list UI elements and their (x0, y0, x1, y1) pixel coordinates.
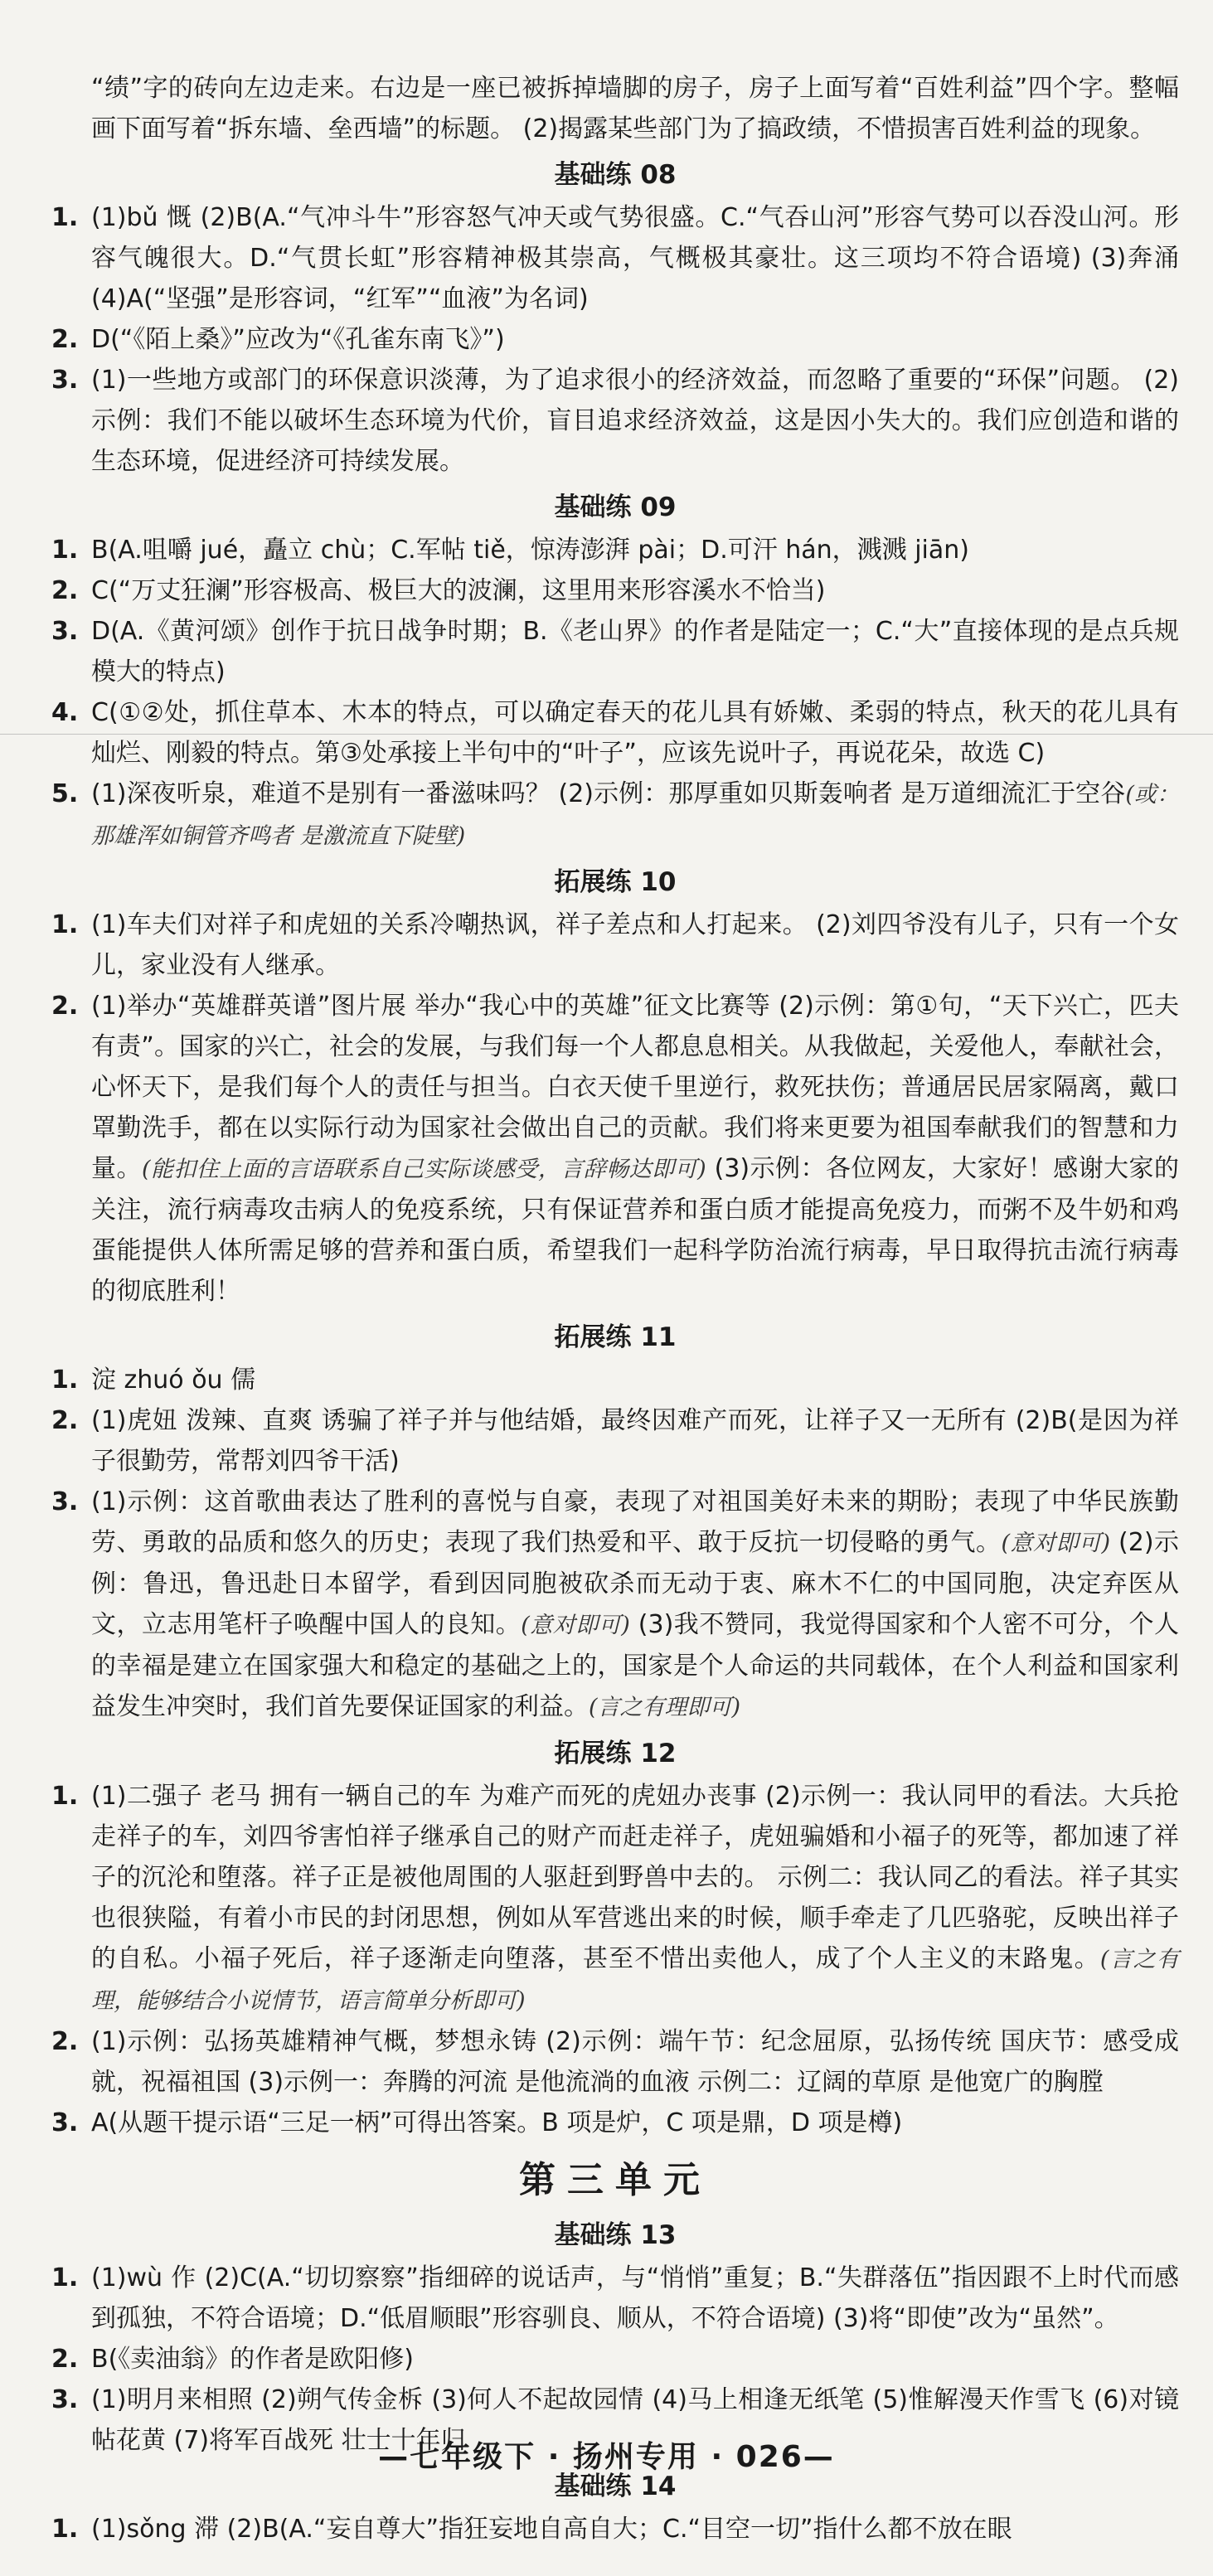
section-heading-08: 基础练 08 (554, 160, 677, 190)
list-item (51, 530, 1179, 570)
item-number: 3. (51, 366, 79, 395)
item-text: D(A.《黄河颂》创作于抗日战争时期；B.《老山界》的作者是陆定一；C.“大”直接体现的是点兵规模大的特点) (91, 617, 1179, 686)
page-fold-line (0, 734, 1213, 735)
item-text: (1)举办“英雄群英谱”图片展 举办“我心中的英雄”征文比赛等 (2)示例：第①句，“天下兴亡，匹夫有责”。国家的兴亡，社会的发展，与我们每一个人都息息相关。从我做起，关爱他人，奉献社会，心怀天下，是我们每个人的责任与担当。白衣天使千里逆行，救死扶伤；普通居民居家隔离，戴口罩勤洗手，都在以实际行动为国家社会做出自己的贡献。我们将来更要为祖国奉献我们的智慧和力量。 (91, 992, 1179, 1183)
list-item (51, 1776, 1179, 2021)
section-heading-12: 拓展练 12 (554, 1739, 677, 1768)
list-item (51, 319, 1179, 360)
item-text: B(A.咀嚼 jué，矗立 chù；C.军帖 tiě，惊涛澎湃 pài；D.可汗 hán，溅溅 jiān) (91, 536, 969, 565)
section-heading-13: 基础练 13 (554, 2220, 677, 2250)
item-text: (1)wù 作 (2)C(A.“切切察察”指细碎的说话声，与“悄悄”重复；B.“失群落伍”指因跟不上时代而感到孤独，不符合语境；D.“低眉顺眼”形容驯良、顺从，不符合语境) (3)将“即使”改为“虽然”。 (91, 2263, 1179, 2333)
list-item (51, 905, 1179, 986)
list-item (51, 570, 1179, 611)
item-text-block (91, 1482, 1179, 1728)
item-number: 2. (51, 325, 79, 354)
item-number: 1. (51, 2263, 79, 2292)
item-number: 2. (51, 2027, 79, 2056)
list-item (51, 774, 1179, 856)
item-text: (1)虎妞 泼辣、直爽 诱骗了祥子并与他结婚，最终因难产而死，让祥子又一无所有 (2)B(是因为祥子很勤劳，常帮刘四爷干活) (91, 1406, 1179, 1476)
section-heading-11: 拓展练 11 (554, 1322, 677, 1352)
item-number: 3. (51, 2385, 79, 2414)
list-item (51, 2103, 1179, 2143)
item-text-block (91, 986, 1179, 1312)
list-item (51, 1482, 1179, 1728)
item-text: (1)一些地方或部门的环保意识淡薄，为了追求很小的经济效益，而忽略了重要的“环保”问题。 (2)示例：我们不能以破坏生态环境为代价，盲目追求经济效益，这是因小失大的。我们应创造和谐的生态环境，促进经济可持续发展。 (91, 366, 1179, 476)
item-number: 4. (51, 698, 79, 727)
item-text: 淀 zhuó ǒu 儒 (91, 1366, 256, 1395)
item-number: 1. (51, 910, 79, 939)
item-number: 3. (51, 2108, 79, 2137)
item-text: (1)深夜听泉，难道不是别有一番滋味吗？ (2)示例：那厚重如贝斯轰响者 是万道细流汇于空谷 (91, 779, 1126, 808)
list-item (51, 197, 1179, 319)
item-text: (1)sǒng 滞 (2)B(A.“妄自尊大”指狂妄地自高自大；C.“目空一切”指什么都不放在眼 (91, 2515, 1012, 2544)
item-text: B(《卖油翁》的作者是欧阳修) (91, 2345, 414, 2374)
item-note: (意对即可) (1001, 1531, 1110, 1556)
list-item (51, 2258, 1179, 2339)
item-text: (1)车夫们对祥子和虎妞的关系冷嘲热讽，祥子差点和人打起来。 (2)刘四爷没有儿子，只有一个女儿，家业没有人继承。 (91, 910, 1179, 980)
list-item (51, 1400, 1179, 1482)
item-text-tail: (3)示例：各位网友，大家好！感谢大家的关注，流行病毒攻击病人的免疫系统，只有保证营养和蛋白质才能提高免疫力，而粥不及牛奶和鸡蛋能提供人体所需足够的营养和蛋白质，希望我们一起科学防治流行病毒，早日取得抗击流行病毒的彻底胜利！ (91, 1154, 1180, 1306)
item-note: (能扣住上面的言语联系自己实际谈感受，言辞畅达即可) (141, 1157, 706, 1182)
item-number: 5. (51, 779, 79, 808)
item-number: 1. (51, 203, 79, 232)
item-text: C(①②处，抓住草本、木本的特点，可以确定春天的花儿具有娇嫩、柔弱的特点，秋天的花儿具有灿烂、刚毅的特点。第③处承接上半句中的“叶子”，应该先说叶子，再说花朵，故选 C) (91, 698, 1179, 768)
item-text-tail: (3)我不赞同，我觉得国家和个人密不可分，个人的幸福是建立在国家强大和稳定的基础之上的，国家是个人命运的共同载体，在个人利益和国家利益发生冲突时，我们首先要保证国家的利益。 (91, 1610, 1179, 1721)
list-item (51, 2509, 1179, 2549)
item-text: (1)示例：弘扬英雄精神气概，梦想永铸 (2)示例：端午节：纪念屈原，弘扬传统 国庆节：感受成就，祝福祖国 (3)示例一：奔腾的河流 是他流淌的血液 示例二：辽阔的草原 是他宽广的胸膛 (91, 2027, 1179, 2097)
item-text: C(“万丈狂澜”形容极高、极巨大的波澜，这里用来形容溪水不恰当) (91, 576, 826, 605)
item-note: (言之有理即可) (589, 1695, 741, 1720)
item-text: (1)示例：这首歌曲表达了胜利的喜悦与自豪，表现了对祖国美好未来的期盼；表现了中华民族勤劳、勇敢的品质和悠久的历史；表现了我们热爱和平、敢于反抗一切侵略的勇气。 (91, 1487, 1179, 1557)
item-note: (言之有理，能够结合小说情节，语言简单分析即可) (91, 1947, 1179, 2014)
item-number: 2. (51, 2345, 79, 2374)
item-note: (或：那雄浑如铜管齐鸣者 是激流直下陡壁) (91, 782, 1180, 849)
item-text: A(从题干提示语“三足一柄”可得出答案。B 项是炉，C 项是鼎，D 项是樽) (91, 2108, 903, 2137)
item-text: (1)明月来相照 (2)朔气传金柝 (3)何人不起故园情 (4)马上相逢无纸笔 (5)惟解漫天作雪飞 (6)对镜帖花黄 (7)将军百战死 壮士十年归 (91, 2385, 1179, 2455)
item-number: 3. (51, 617, 79, 646)
unit-title: 第三单元 (519, 2159, 711, 2201)
item-text: D(“《陌上桑》”应改为“《孔雀东南飞》”) (91, 325, 505, 354)
item-note: (意对即可) (521, 1613, 630, 1638)
item-number: 3. (51, 1487, 79, 1516)
item-number: 1. (51, 536, 79, 565)
section-heading-09: 基础练 09 (554, 492, 677, 522)
list-item (51, 692, 1179, 774)
section-heading-14: 基础练 14 (554, 2472, 677, 2501)
item-number: 2. (51, 576, 79, 605)
item-number: 2. (51, 992, 79, 1021)
item-text: (1)二强子 老马 拥有一辆自己的车 为难产而死的虎妞办丧事 (2)示例一：我认同甲的看法。大兵抢走祥子的车，刘四爷害怕祥子继承自己的财产而赶走祥子，虎妞骗婚和小福子的死等，都加速了祥子的沉沦和堕落。祥子正是被他周围的人驱赶到野兽中去的。 示例二：我认同乙的看法。祥子其实也很狭隘，有着小市民的封闭思想，例如从军营逃出来的时候，顺手牵走了几匹骆驼，反映出祥子的自私。小福子死后，祥子逐渐走向堕落，甚至不惜出卖他人，成了个人主义的末路鬼。 (91, 1782, 1179, 1973)
item-number: 1. (51, 1366, 79, 1395)
item-number: 2. (51, 1406, 79, 1435)
list-item (51, 2021, 1179, 2103)
list-item (51, 360, 1179, 482)
item-number: 1. (51, 2515, 79, 2544)
answer-content (51, 68, 1179, 2549)
list-item (51, 986, 1179, 1312)
item-text-tail: (2)示例：鲁迅，鲁迅赴日本留学，看到因同胞被砍杀而无动于衷、麻木不仁的中国同胞，决定弃医从文，立志用笔杆子唤醒中国人的良知。 (91, 1528, 1180, 1639)
intro-paragraph: “绩”字的砖向左边走来。右边是一座已被拆掉墙脚的房子，房子上面写着“百姓利益”四个字。整幅画下面写着“拆东墙、垒西墙”的标题。 (2)揭露某些部门为了搞政绩，不惜损害百姓利益的现象。 (91, 74, 1179, 143)
item-text: (1)bǔ 慨 (2)B(A.“气冲斗牛”形容怒气冲天或气势很盛。C.“气吞山河”形容气势可以吞没山河。形容气魄很大。D.“气贯长虹”形容精神极其崇高，气概极其豪壮。这三项均不符合语境) (3)奔涌 (4)A(“坚强”是形容词，“红军”“血液”为名词) (91, 203, 1179, 313)
list-item (51, 2339, 1179, 2380)
page-footer: —七年级下 · 扬州专用 · 026— (378, 2440, 835, 2474)
item-text-block (91, 774, 1179, 856)
item-number: 1. (51, 1782, 79, 1811)
list-item (51, 611, 1179, 692)
section-heading-10: 拓展练 10 (554, 867, 677, 897)
item-text-block (91, 1776, 1179, 2021)
list-item (51, 1360, 1179, 1400)
